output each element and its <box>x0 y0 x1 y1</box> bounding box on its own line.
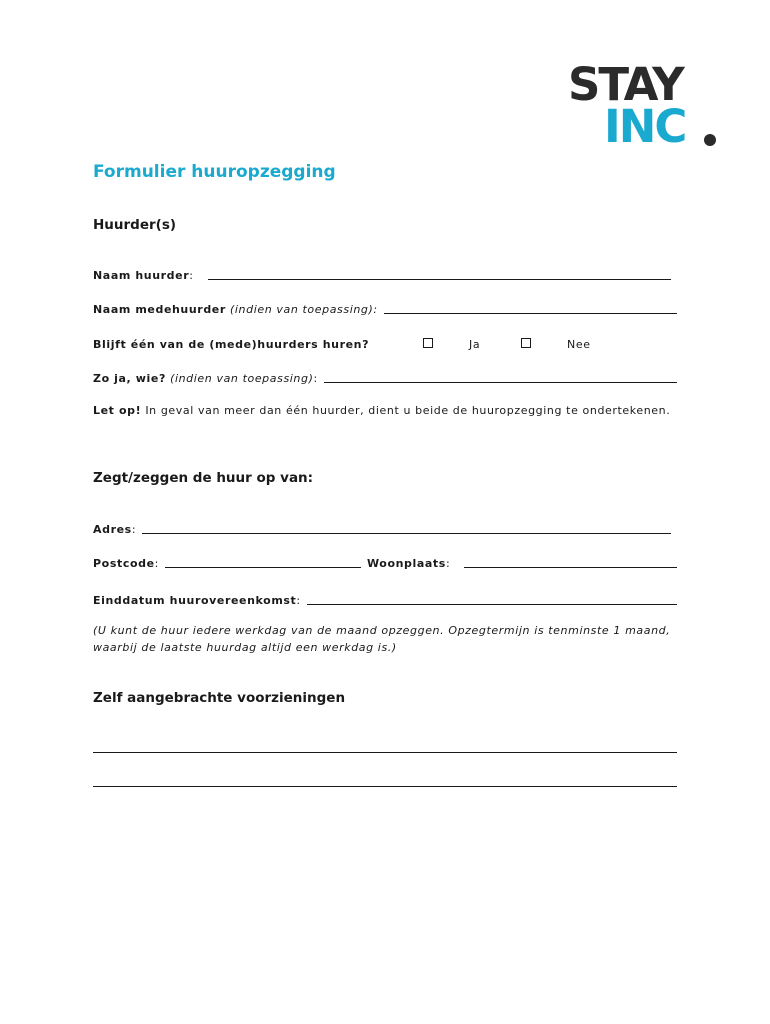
field-zo-ja[interactable] <box>324 372 677 383</box>
field-einddatum[interactable] <box>307 594 677 605</box>
field-postcode[interactable] <box>165 557 361 568</box>
heading-zegt-op: Zegt/zeggen de huur op van: <box>93 470 314 486</box>
label-postcode: Postcode <box>93 557 155 570</box>
stay-inc-logo <box>568 58 728 154</box>
option-ja: Ja <box>469 338 481 351</box>
heading-voorzieningen: Zelf aangebrachte voorzieningen <box>93 690 346 706</box>
field-woonplaats[interactable] <box>464 557 677 568</box>
heading-huurders: Huurder(s) <box>93 217 177 233</box>
row-postcode-woonplaats: Postcode : Woonplaats : <box>93 552 677 570</box>
label-woonplaats: Woonplaats <box>366 557 446 570</box>
page-title: Formulier huuropzegging <box>93 162 336 182</box>
field-naam-medehuurder[interactable] <box>384 303 677 314</box>
option-nee: Nee <box>567 338 591 351</box>
let-op-bold: Let op! <box>93 404 142 417</box>
checkbox-ja[interactable] <box>423 338 433 348</box>
let-op-text: In geval van meer dan één huurder, dient u beide de huuropzegging te ondertekenen. <box>145 404 671 417</box>
note-naam-medehuurder: (indien van toepassing): <box>230 303 378 316</box>
checkbox-nee[interactable] <box>521 338 531 348</box>
logo-dot <box>704 134 716 146</box>
note-zo-ja: (indien van toepassing) <box>170 372 314 385</box>
row-naam-huurder: Naam huurder : <box>93 264 677 282</box>
row-zo-ja: Zo ja, wie? (indien van toepassing) : <box>93 367 677 385</box>
label-naam-medehuurder: Naam medehuurder <box>93 303 226 316</box>
label-adres: Adres <box>93 523 132 536</box>
field-voorzieningen-line-2[interactable] <box>93 786 677 787</box>
logo-text-inc: INC <box>604 100 686 153</box>
row-blijft-huren <box>93 333 677 351</box>
row-einddatum: Einddatum huurovereenkomst : <box>93 589 677 607</box>
field-naam-huurder[interactable] <box>208 269 671 280</box>
label-naam-huurder: Naam huurder <box>93 269 190 282</box>
row-naam-medehuurder <box>93 298 677 316</box>
label-zo-ja: Zo ja, wie? <box>93 372 166 385</box>
logo-text-stay: STAY <box>568 58 683 111</box>
note-opzegtermijn: (U kunt de huur iedere werkdag van de maand opzeggen. Opzegtermijn is tenminste 1 maand, waarbij de laatste huurdag altijd een werkdag is.) <box>93 624 671 654</box>
label-einddatum: Einddatum huurovereenkomst <box>93 594 297 607</box>
note-let-op <box>93 402 677 419</box>
field-adres[interactable] <box>142 523 671 534</box>
row-adres: Adres : <box>93 518 677 536</box>
field-voorzieningen-line-1[interactable] <box>93 752 677 753</box>
label-blijft-huren: Blijft één van de (mede)huurders huren? <box>93 338 370 351</box>
